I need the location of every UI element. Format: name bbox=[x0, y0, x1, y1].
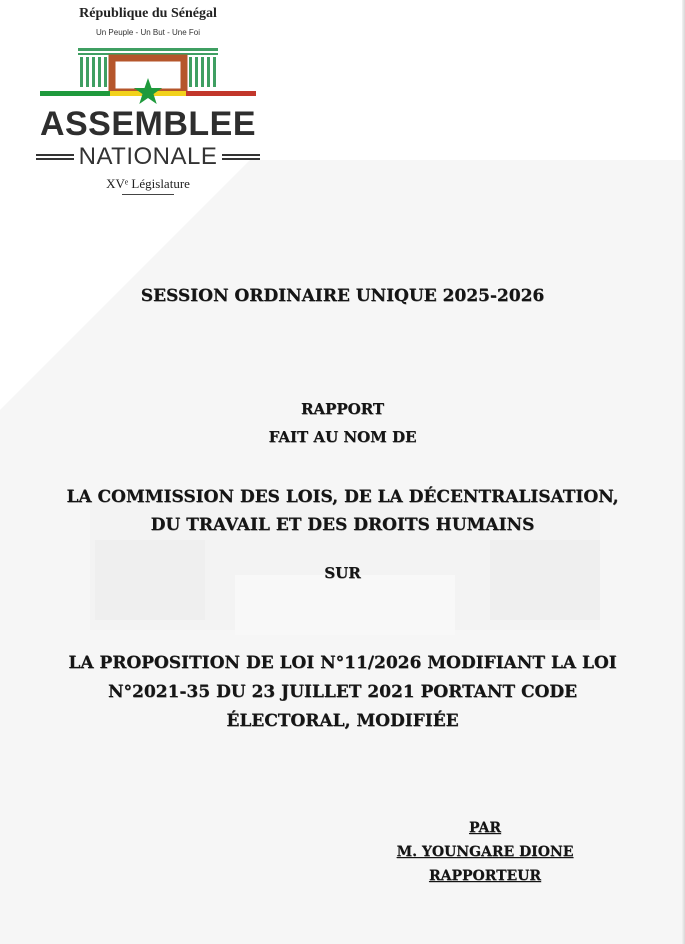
assemblee-nationale-logo bbox=[36, 6, 260, 198]
signature-par: PAR bbox=[468, 820, 501, 836]
parliament-building-icon bbox=[36, 38, 260, 108]
signature-role: RAPPORTEUR bbox=[428, 868, 542, 884]
session-title: SESSION ORDINAIRE UNIQUE 2025-2026 bbox=[140, 286, 545, 306]
republic-title: République du Sénégal bbox=[79, 6, 217, 21]
report-line-2: FAIT AU NOM DE bbox=[268, 428, 417, 446]
proposition-line-1: LA PROPOSITION DE LOI N°11/2026 MODIFIANT LA LOI bbox=[68, 653, 617, 673]
commission-line-2: DU TRAVAIL ET DES DROITS HUMAINS bbox=[150, 515, 535, 535]
signature-block bbox=[380, 816, 590, 888]
commission-name bbox=[0, 483, 685, 539]
nationale-row bbox=[36, 144, 260, 170]
report-heading bbox=[0, 395, 685, 451]
sur-label: SUR bbox=[324, 564, 361, 582]
legislature-label: XVᵉ Législature bbox=[106, 176, 190, 191]
proposition-title bbox=[0, 649, 685, 736]
left-double-rule bbox=[36, 154, 74, 160]
proposition-line-3: ÉLECTORAL, MODIFIÉE bbox=[226, 711, 459, 731]
commission-line-1: LA COMMISSION DES LOIS, DE LA DÉCENTRALISATION, bbox=[66, 487, 619, 507]
assemblee-wordmark: ASSEMBLEE bbox=[39, 105, 257, 143]
proposition-line-2: N°2021-35 DU 23 JUILLET 2021 PORTANT CODE bbox=[107, 682, 577, 702]
legislature-underline bbox=[122, 194, 174, 195]
report-line-1: RAPPORT bbox=[300, 400, 385, 418]
nationale-wordmark: NATIONALE bbox=[78, 143, 218, 170]
national-motto: Un Peuple - Un But - Une Foi bbox=[95, 28, 201, 37]
right-double-rule bbox=[222, 154, 260, 160]
signature-name: M. YOUNGARE DIONE bbox=[396, 844, 574, 860]
